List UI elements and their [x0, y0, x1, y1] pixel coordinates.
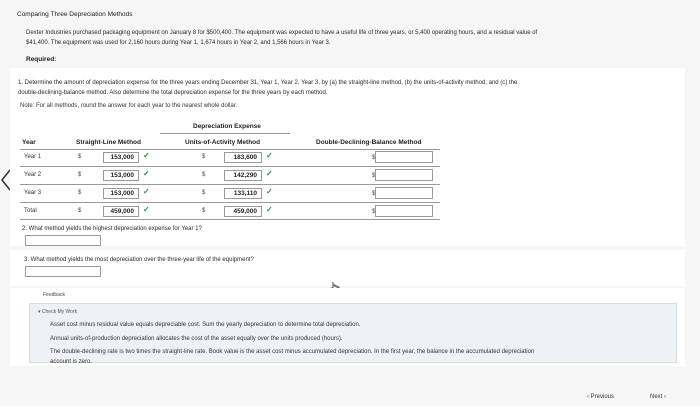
col-header-double-declining: Double-Declining-Balance Method — [316, 139, 422, 146]
col-header-straight-line: Straight-Line Method — [76, 139, 141, 146]
sl-year-3-input[interactable]: 153,000 — [103, 188, 139, 199]
ua-year-1-input[interactable]: 183,600 — [224, 152, 262, 163]
correct-check-icon: ✓ — [143, 169, 150, 178]
question-3-panel — [10, 250, 685, 286]
next-label: Next — [650, 394, 663, 400]
ddb-year-3-input[interactable] — [375, 187, 433, 199]
currency-sign: $ — [372, 209, 376, 215]
correct-check-icon: ✓ — [143, 205, 150, 214]
sl-total-input[interactable]: 459,000 — [103, 206, 139, 217]
currency-sign: $ — [78, 190, 82, 196]
currency-sign: $ — [78, 154, 82, 160]
correct-check-icon: ✓ — [266, 169, 273, 178]
currency-sign: $ — [372, 155, 376, 161]
ua-total-input[interactable]: 459,000 — [224, 206, 262, 217]
table-group-header: Depreciation Expense — [193, 123, 261, 130]
row-label-year-3: Year 3 — [24, 190, 42, 196]
sl-year-1-input[interactable]: 153,000 — [103, 152, 139, 163]
next-button[interactable] — [650, 394, 666, 400]
chevron-right-icon: › — [664, 394, 667, 400]
feedback-line-1: Asset cost minus residual value equals depreciable cost. Sum the yearly depreciation to determine total depreciation. — [50, 322, 361, 328]
group-header-rule — [160, 133, 290, 134]
row-rule — [20, 166, 440, 167]
question-2-select[interactable] — [25, 235, 101, 246]
feedback-label: Feedback — [43, 292, 65, 298]
correct-check-icon: ✓ — [266, 187, 273, 196]
problem-intro — [26, 28, 686, 48]
currency-sign: $ — [202, 154, 206, 160]
page-title: Comparing Three Depreciation Methods — [17, 11, 133, 18]
ddb-year-1-input[interactable] — [375, 151, 433, 163]
row-label-year-2: Year 2 — [24, 172, 42, 178]
rounding-note: Note: For all methods, round the answer for each year to the nearest whole dollar. — [20, 103, 238, 109]
col-header-year: Year — [22, 139, 36, 146]
intro-line-1: Dexter Industries purchased packaging equipment on January 8 for $500,400. The equipment was expected to have a useful life of three years, or 5,400 operating hours, and a residual value of — [26, 30, 538, 36]
feedback-line-3: The double-declining rate is two times the straight-line rate. Book value is the asset cost minus accumulated depreciation. In the first year, the balance in the accumulated depreciation — [50, 349, 535, 355]
ddb-total-input[interactable] — [375, 205, 433, 217]
row-label-total: Total — [24, 208, 37, 214]
correct-check-icon: ✓ — [266, 151, 273, 160]
row-label-year-1: Year 1 — [24, 154, 42, 160]
ua-year-2-input[interactable]: 142,290 — [224, 170, 262, 181]
sl-year-2-input[interactable]: 153,000 — [103, 170, 139, 181]
feedback-line-4: account is zero. — [50, 359, 93, 365]
intro-line-2: $41,400. The equipment was used for 2,160 hours during Year 1, 1,674 hours in Year 2, and 1,566 hours in Year 3. — [26, 40, 331, 46]
check-my-work-label: Check My Work — [41, 309, 78, 315]
currency-sign: $ — [202, 190, 206, 196]
currency-sign: $ — [202, 172, 206, 178]
question-3-select[interactable] — [25, 266, 101, 277]
previous-label: Previous — [590, 394, 615, 400]
question-1-line-2: double-declining-balance method. Also determine the total depreciation expense for the three years by each method. — [18, 90, 328, 96]
previous-button[interactable] — [587, 394, 614, 400]
correct-check-icon: ✓ — [143, 187, 150, 196]
correct-check-icon: ✓ — [143, 151, 150, 160]
currency-sign: $ — [78, 172, 82, 178]
col-header-units-of-activity: Units-of-Activity Method — [185, 139, 261, 146]
row-rule — [20, 184, 440, 185]
row-rule — [20, 202, 440, 203]
chevron-left-icon: ‹ — [587, 394, 589, 400]
currency-sign: $ — [78, 208, 82, 214]
currency-sign: $ — [202, 208, 206, 214]
currency-sign: $ — [372, 191, 376, 197]
required-label: Required: — [26, 56, 57, 63]
question-3: 3. What method yields the most depreciation over the three-year life of the equipment? — [24, 257, 254, 263]
correct-check-icon: ✓ — [266, 205, 273, 214]
question-1 — [18, 78, 678, 98]
ua-year-3-input[interactable]: 133,110 — [224, 188, 262, 199]
currency-sign: $ — [372, 173, 376, 179]
feedback-line-2: Annual units-of-production depreciation allocates the cost of the asset equally over the units produced (hours). — [50, 336, 343, 342]
row-rule — [20, 219, 440, 220]
header-rule — [20, 149, 440, 150]
question-2: 2. What method yields the highest depreciation expense for Year 1? — [22, 226, 202, 232]
ddb-year-2-input[interactable] — [375, 169, 433, 181]
check-my-work-toggle[interactable]: ▾ Check My Work — [38, 309, 78, 315]
question-1-line-1: 1. Determine the amount of depreciation expense for the three years ending December 31, Year 1, Year 2, Year 3, by (a) the straight-line method, (b) the units-of-activity method, and (c) the — [18, 80, 518, 86]
